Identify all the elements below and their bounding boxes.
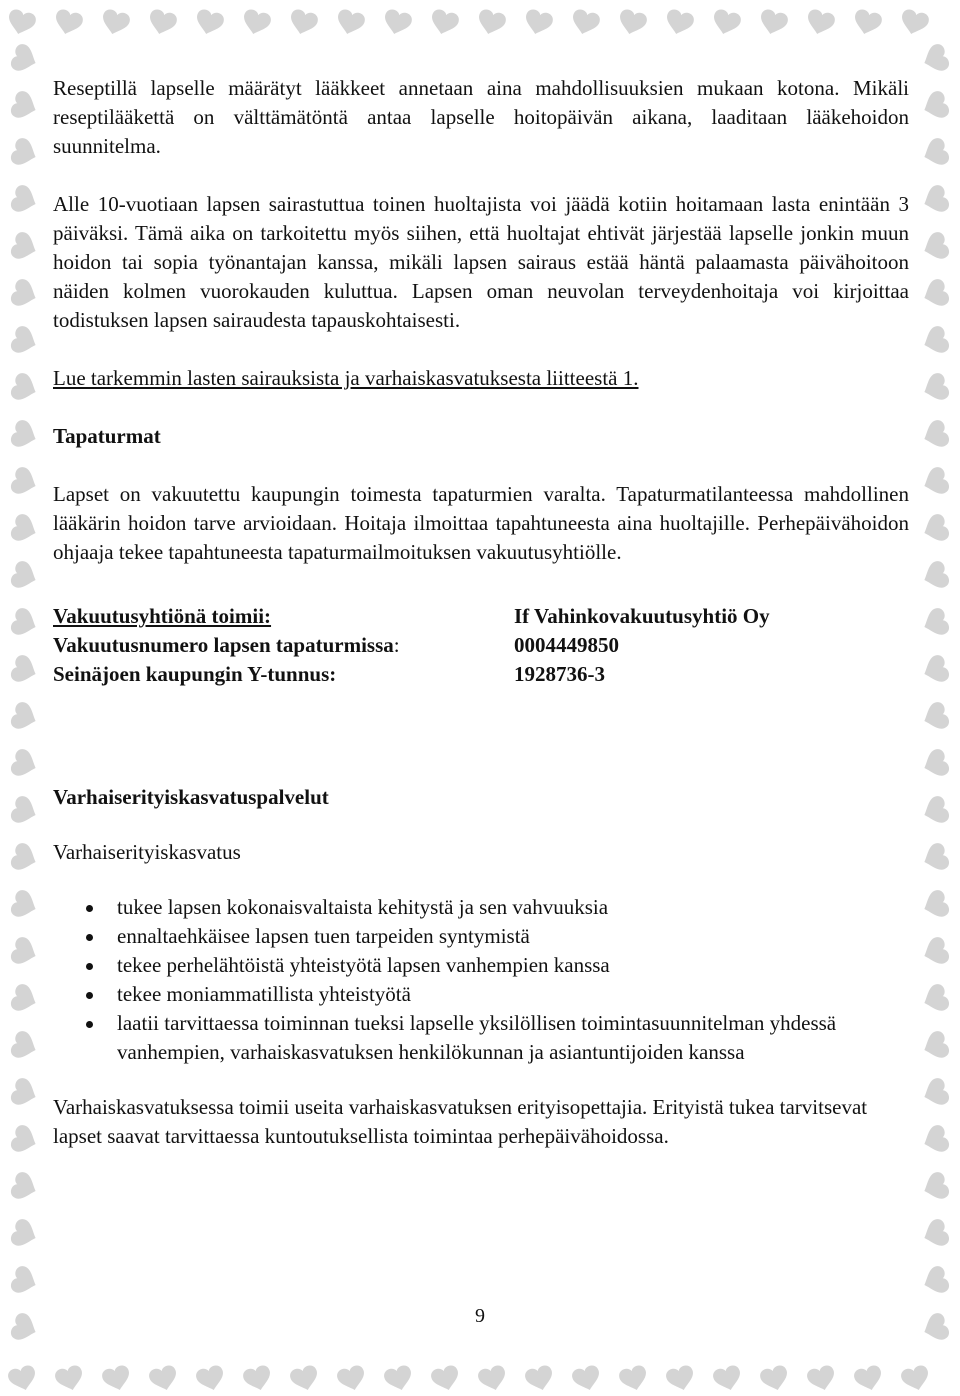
heart-icon <box>920 700 951 734</box>
heart-icon <box>9 418 40 452</box>
business-id-row <box>53 660 909 689</box>
heart-icon <box>9 935 40 969</box>
heart-icon <box>9 700 40 734</box>
heart-icon <box>920 512 951 546</box>
heart-icon <box>920 747 951 781</box>
heart-icon <box>920 794 951 828</box>
heart-icon <box>193 8 225 38</box>
heart-border-right <box>916 44 960 1352</box>
insurance-company-row <box>53 602 909 631</box>
heart-icon <box>616 8 648 38</box>
insurance-number-value: 0004449850 <box>514 633 619 657</box>
accidents-heading: Tapaturmat <box>53 424 161 448</box>
heart-icon <box>289 1364 321 1394</box>
heart-icon <box>920 1264 951 1298</box>
insurance-number-colon: : <box>393 633 400 657</box>
heart-icon <box>920 841 951 875</box>
heart-border-left <box>0 44 44 1352</box>
heart-icon <box>5 8 37 38</box>
appendix-link[interactable] <box>53 364 909 393</box>
heart-icon <box>663 8 695 38</box>
heart-icon <box>920 324 951 358</box>
heart-icon <box>383 1364 415 1394</box>
heart-icon <box>7 1364 39 1394</box>
list-item: tukee lapsen kokonaisvaltaista kehitystä ja sen vahvuuksia <box>117 893 909 922</box>
heart-icon <box>475 8 507 38</box>
heart-icon <box>9 324 40 358</box>
heart-icon <box>522 8 554 38</box>
heart-icon <box>759 1364 791 1394</box>
heart-icon <box>853 1364 885 1394</box>
appendix-link-text[interactable]: Lue tarkemmin lasten sairauksista ja varhaiskasvatuksesta liitteestä 1. <box>53 366 639 390</box>
heart-icon <box>9 559 40 593</box>
heart-icon <box>712 1364 744 1394</box>
heart-icon <box>665 1364 697 1394</box>
heart-icon <box>381 8 413 38</box>
heart-icon <box>920 1029 951 1063</box>
heart-icon <box>571 1364 603 1394</box>
special-services-heading: Varhaiserityiskasvatuspalvelut <box>53 785 329 809</box>
heart-icon <box>9 512 40 546</box>
heart-icon <box>920 606 951 640</box>
heart-icon <box>9 1264 40 1298</box>
heart-icon <box>101 1364 133 1394</box>
heart-icon <box>9 1029 40 1063</box>
medication-paragraph: Reseptillä lapselle määrätyt lääkkeet annetaan aina mahdollisuuksien mukaan kotona. Mikäli reseptilääkettä on välttämätöntä antaa lapselle hoitopäivän aikana, laaditaan lääkehoidon suunnitelma. <box>53 76 909 158</box>
heart-icon <box>9 465 40 499</box>
heart-icon <box>920 418 951 452</box>
heart-icon <box>54 1364 86 1394</box>
heart-icon <box>9 371 40 405</box>
heart-icon <box>920 1170 951 1204</box>
heart-icon <box>920 888 951 922</box>
heart-icon <box>242 1364 274 1394</box>
heart-icon <box>524 1364 556 1394</box>
list-item: laatii tarvittaessa toiminnan tueksi lapselle yksilöllisen toimintasuunnitelman yhdessä vanhempien, varhaiskasvatuksen henkilökunnan ja asiantuntijoiden kanssa <box>117 1009 909 1067</box>
heart-icon <box>9 44 40 76</box>
heart-icon <box>920 1123 951 1157</box>
heart-icon <box>920 277 951 311</box>
heart-icon <box>428 8 460 38</box>
heart-icon <box>9 606 40 640</box>
heart-icon <box>804 8 836 38</box>
insurance-number-row <box>53 631 909 660</box>
page-content <box>53 74 909 1151</box>
heart-icon <box>9 747 40 781</box>
heart-icon <box>9 1123 40 1157</box>
sick-child-paragraph: Alle 10-vuotiaan lapsen sairastuttua toinen huoltajista voi jäädä kotiin hoitamaan lasta enintään 3 päiväksi. Tämä aika on tarkoitettu myös siihen, että huoltajat ehtivät järjestää lapselle jonkin muun hoidon tai sopia työnantajan kanssa, mikäli lapsen sairaus estää häntä palaamasta päivähoitoon näiden kolmen vuorokauden kuluttua. Lapsen oman neuvolan terveydenhoitaja voi kirjoittaa todistuksen lapsen sairaudesta tapauskohtaisesti. <box>53 192 909 332</box>
heart-border-top <box>0 0 960 44</box>
heart-icon <box>900 1364 932 1394</box>
heart-icon <box>336 1364 368 1394</box>
heart-icon <box>9 183 40 217</box>
heart-icon <box>710 8 742 38</box>
heart-icon <box>851 8 883 38</box>
heart-icon <box>920 559 951 593</box>
heart-icon <box>920 1217 951 1251</box>
heart-icon <box>9 888 40 922</box>
heart-icon <box>99 8 131 38</box>
heart-icon <box>920 465 951 499</box>
heart-icon <box>920 136 951 170</box>
heart-icon <box>569 8 601 38</box>
special-services-subheading: Varhaiserityiskasvatus <box>53 840 241 864</box>
heart-icon <box>9 136 40 170</box>
heart-icon <box>9 89 40 123</box>
insurance-company-value: If Vahinkovakuutusyhtiö Oy <box>514 604 770 628</box>
heart-icon <box>9 1076 40 1110</box>
heart-icon <box>898 8 930 38</box>
heart-icon <box>334 8 366 38</box>
heart-icon <box>477 1364 509 1394</box>
heart-icon <box>920 371 951 405</box>
insurance-company-label: Vakuutusyhtiönä toimii: <box>53 604 272 628</box>
insurance-info <box>53 602 909 689</box>
special-services-list <box>53 893 909 1067</box>
heart-icon <box>757 8 789 38</box>
list-item: tekee perhelähtöistä yhteistyötä lapsen vanhempien kanssa <box>117 951 909 980</box>
heart-icon <box>9 841 40 875</box>
heart-icon <box>9 653 40 687</box>
heart-border-bottom <box>0 1352 960 1396</box>
insurance-number-label: Vakuutusnumero lapsen tapaturmissa <box>53 633 394 657</box>
heart-icon <box>9 1170 40 1204</box>
business-id-label: Seinäjoen kaupungin Y-tunnus: <box>53 662 337 686</box>
heart-icon <box>148 1364 180 1394</box>
page-number: 9 <box>475 1305 485 1327</box>
heart-icon <box>920 89 951 123</box>
heart-icon <box>920 230 951 264</box>
heart-icon <box>920 935 951 969</box>
heart-icon <box>920 1076 951 1110</box>
list-item: tekee moniammatillista yhteistyötä <box>117 980 909 1009</box>
list-item: ennaltaehkäisee lapsen tuen tarpeiden syntymistä <box>117 922 909 951</box>
heart-icon <box>240 8 272 38</box>
heart-icon <box>920 982 951 1016</box>
heart-icon <box>9 230 40 264</box>
heart-icon <box>806 1364 838 1394</box>
heart-icon <box>287 8 319 38</box>
business-id-value: 1928736-3 <box>514 662 605 686</box>
accidents-paragraph: Lapset on vakuutettu kaupungin toimesta tapaturmien varalta. Tapaturmatilanteessa mahdollinen lääkärin hoidon tarve arvioidaan. Hoitaja ilmoittaa tapahtuneesta aina huoltajille. Perhepäivähoidon ohjaaja tekee tapahtuneesta tapaturmailmoituksen vakuutusyhtiölle. <box>53 482 909 564</box>
heart-icon <box>9 982 40 1016</box>
heart-icon <box>920 44 951 76</box>
heart-icon <box>52 8 84 38</box>
closing-paragraph: Varhaiskasvatuksessa toimii useita varhaiskasvatuksen erityisopettajia. Erityistä tukea tarvitsevat lapset saavat tarvittaessa kuntoutuksellista toimintaa perhepäivähoidossa. <box>53 1095 868 1148</box>
heart-icon <box>146 8 178 38</box>
heart-icon <box>9 1217 40 1251</box>
heart-icon <box>920 183 951 217</box>
heart-icon <box>195 1364 227 1394</box>
heart-icon <box>920 653 951 687</box>
heart-icon <box>430 1364 462 1394</box>
heart-icon <box>9 794 40 828</box>
heart-icon <box>9 277 40 311</box>
heart-icon <box>618 1364 650 1394</box>
